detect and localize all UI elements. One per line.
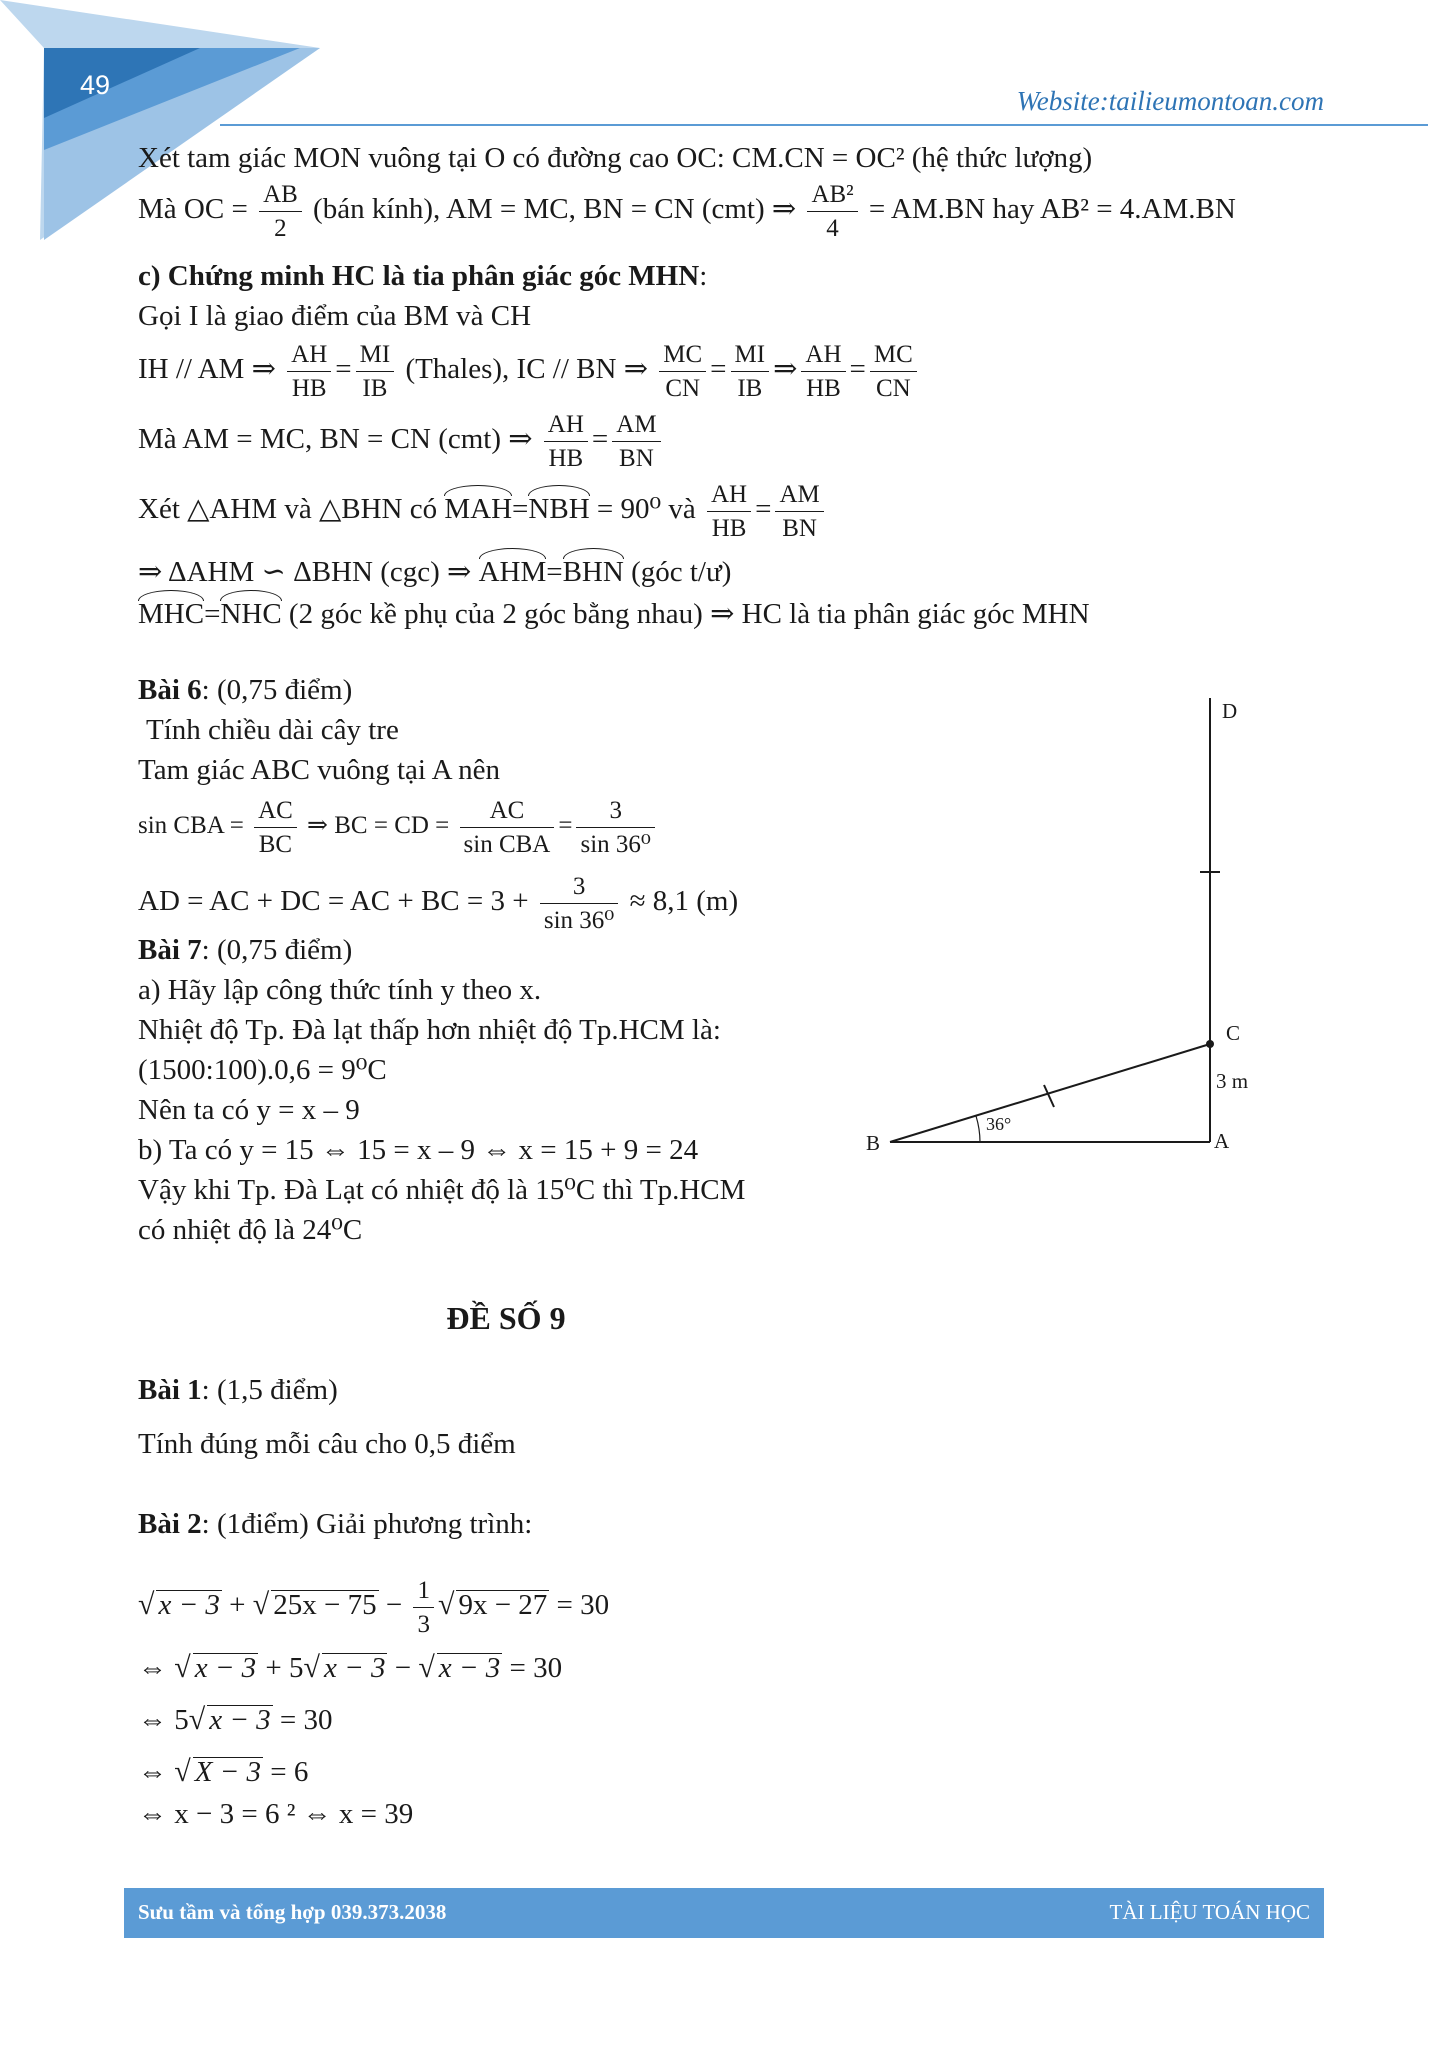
text-line: Gọi I là giao điểm của BM và CH [138, 300, 532, 332]
fraction: $\frac{1}{3}$ [413, 1574, 434, 1641]
equation-line: ⇔ x − 3 = 6 ² ⇔ x = 39 [138, 1798, 414, 1830]
equation-line: ⇔ √ X − 3 = 6 [138, 1755, 309, 1788]
text-line: b) Ta có y = 15 ⇔ 15 = x – 9 ⇔ x = 15 + 9 = 24 [138, 1134, 699, 1166]
text-line: Vậy khi Tp. Đà Lạt có nhiệt độ là 15⁰C thì Tp.HCM [138, 1174, 746, 1206]
page-number: 49 [80, 70, 111, 100]
fraction: $\frac{AH}{HB}$ [287, 338, 331, 405]
website-link[interactable]: Website:tailieumontoan.com [1016, 86, 1324, 116]
exercise-heading: Bài 2: (1điểm) Giải phương trình: [138, 1508, 533, 1540]
header-rule [220, 124, 1428, 126]
fraction: $\frac{3}{\text{sin 36⁰}}$ [540, 870, 618, 937]
fraction: $\frac{AH}{HB}$ [801, 338, 845, 405]
fraction: $\frac{AH}{HB}$ [707, 478, 751, 545]
equation-line: ⇔ √ x − 3 + 5√ x − 3 − √ x − 3 = 30 [138, 1651, 563, 1684]
section-heading: c) Chứng minh HC là tia phân giác góc MHN: [138, 260, 708, 292]
angle-symbol: NHC [220, 590, 281, 634]
text-line: Xét tam giác MON vuông tại O có đường cao OC: CM.CN = OC² (hệ thức lượng) [138, 142, 1093, 174]
text-line: có nhiệt độ là 24⁰C [138, 1214, 363, 1246]
text-line: Nhiệt độ Tp. Đà lạt thấp hơn nhiệt độ Tp.HCM là: [138, 1014, 721, 1046]
text-line: Mà AM = MC, BN = CN (cmt) ⇒ $\frac{AH}{HB}$ = $\frac{AM}{BN}$ [138, 408, 665, 475]
text-line: ⇒ ΔAHM ∽ ΔBHN (cgc) ⇒ AHM=BHN (góc t/ư) [138, 548, 731, 592]
text-line: sin CBA = $\frac{AC}{BC}$ ⇒ BC = CD = $\frac{AC}{\text{sin CBA}}$ = $\frac{3}{\text{sin 36⁰}}$ [138, 794, 659, 861]
fraction: $\frac{MI}{IB}$ [731, 338, 770, 405]
text-line: AD = AC + DC = AC + BC = 3 + $\frac{3}{\text{sin 36⁰}}$ ≈ 8,1 (m) [138, 870, 738, 937]
fraction: $\frac{MC}{CN}$ [659, 338, 706, 405]
text-line: Nên ta có y = x – 9 [138, 1094, 360, 1126]
text-line: (1500:100).0,6 = 9⁰C [138, 1054, 387, 1086]
fraction: $\frac{MI}{IB}$ [356, 338, 395, 405]
exercise-heading: Bài 7: (0,75 điểm) [138, 934, 353, 966]
text-line: a) Hãy lập công thức tính y theo x. [138, 974, 542, 1006]
angle-symbol: NBH [528, 485, 589, 529]
text-line: Mà OC = $\frac{AB}{2}$ (bán kính), AM = MC, BN = CN (cmt) ⇒ $\frac{\text{AB²}}{4}$ = AM.BN hay AB² = 4.AM.BN [138, 178, 1236, 245]
label-B: B [866, 1131, 881, 1155]
footer-bar [124, 1888, 1324, 1938]
text-line: IH // AM ⇒ $\frac{AH}{HB}$ = $\frac{MI}{IB}$ (Thales), IC // BN ⇒ $\frac{MC}{CN}$ = $\frac{MI}{IB}$ ⇒ $\frac{AH}{HB}$ = $\frac{MC}{CN}$ [138, 338, 921, 405]
fraction: $\frac{\text{AB²}}{4}$ [807, 178, 857, 245]
bamboo-triangle-figure [850, 690, 1290, 1170]
text-line: Tam giác ABC vuông tại A nên [138, 754, 501, 786]
fraction: $\frac{AH}{HB}$ [544, 408, 588, 475]
text-line: Tính chiều dài cây tre [146, 714, 399, 746]
exam-title: ĐỀ SỐ 9 [446, 1300, 566, 1336]
label-A: A [1214, 1129, 1230, 1153]
fraction: $\frac{MC}{CN}$ [870, 338, 917, 405]
angle-symbol: AHM [479, 548, 547, 592]
exercise-heading: Bài 1: (1,5 điểm) [138, 1374, 338, 1406]
angle-symbol: MHC [138, 590, 204, 634]
equation-line: ⇔ 5√ x − 3 = 30 [138, 1703, 333, 1736]
fraction: $\frac{AB}{2}$ [259, 178, 302, 245]
fraction: $\frac{AC}{BC}$ [254, 794, 297, 861]
text-line: MHC=NHC (2 góc kề phụ của 2 góc bằng nhau) ⇒ HC là tia phân giác góc MHN [138, 590, 1090, 634]
label-D: D [1222, 699, 1238, 723]
equation-line: √ x − 3 + √ 25x − 75 − $\frac{1}{3}$ √ 9x − 27 = 30 [138, 1574, 609, 1641]
footer-brand: TÀI LIỆU TOÁN HỌC [1109, 1900, 1310, 1924]
text-line: Tính đúng mỗi câu cho 0,5 điểm [138, 1428, 516, 1460]
fraction: $\frac{AC}{\text{sin CBA}}$ [460, 794, 555, 861]
exercise-heading: Bài 6: (0,75 điểm) [138, 674, 353, 706]
fraction: $\frac{AM}{BN}$ [775, 478, 823, 545]
label-3m: 3 m [1216, 1069, 1249, 1093]
label-C: C [1226, 1021, 1241, 1045]
angle-symbol: BHN [563, 548, 624, 592]
fraction: $\frac{AM}{BN}$ [612, 408, 660, 475]
fraction: $\frac{3}{\text{sin 36⁰}}$ [576, 794, 654, 861]
label-angle: 36° [986, 1114, 1012, 1134]
angle-symbol: MAH [444, 485, 512, 529]
text-line: Xét △AHM và △BHN có MAH=NBH = 90⁰ và $\frac{AH}{HB}$ = $\frac{AM}{BN}$ [138, 478, 828, 545]
footer-contact: Sưu tầm và tổng hợp 039.373.2038 [138, 1900, 447, 1924]
